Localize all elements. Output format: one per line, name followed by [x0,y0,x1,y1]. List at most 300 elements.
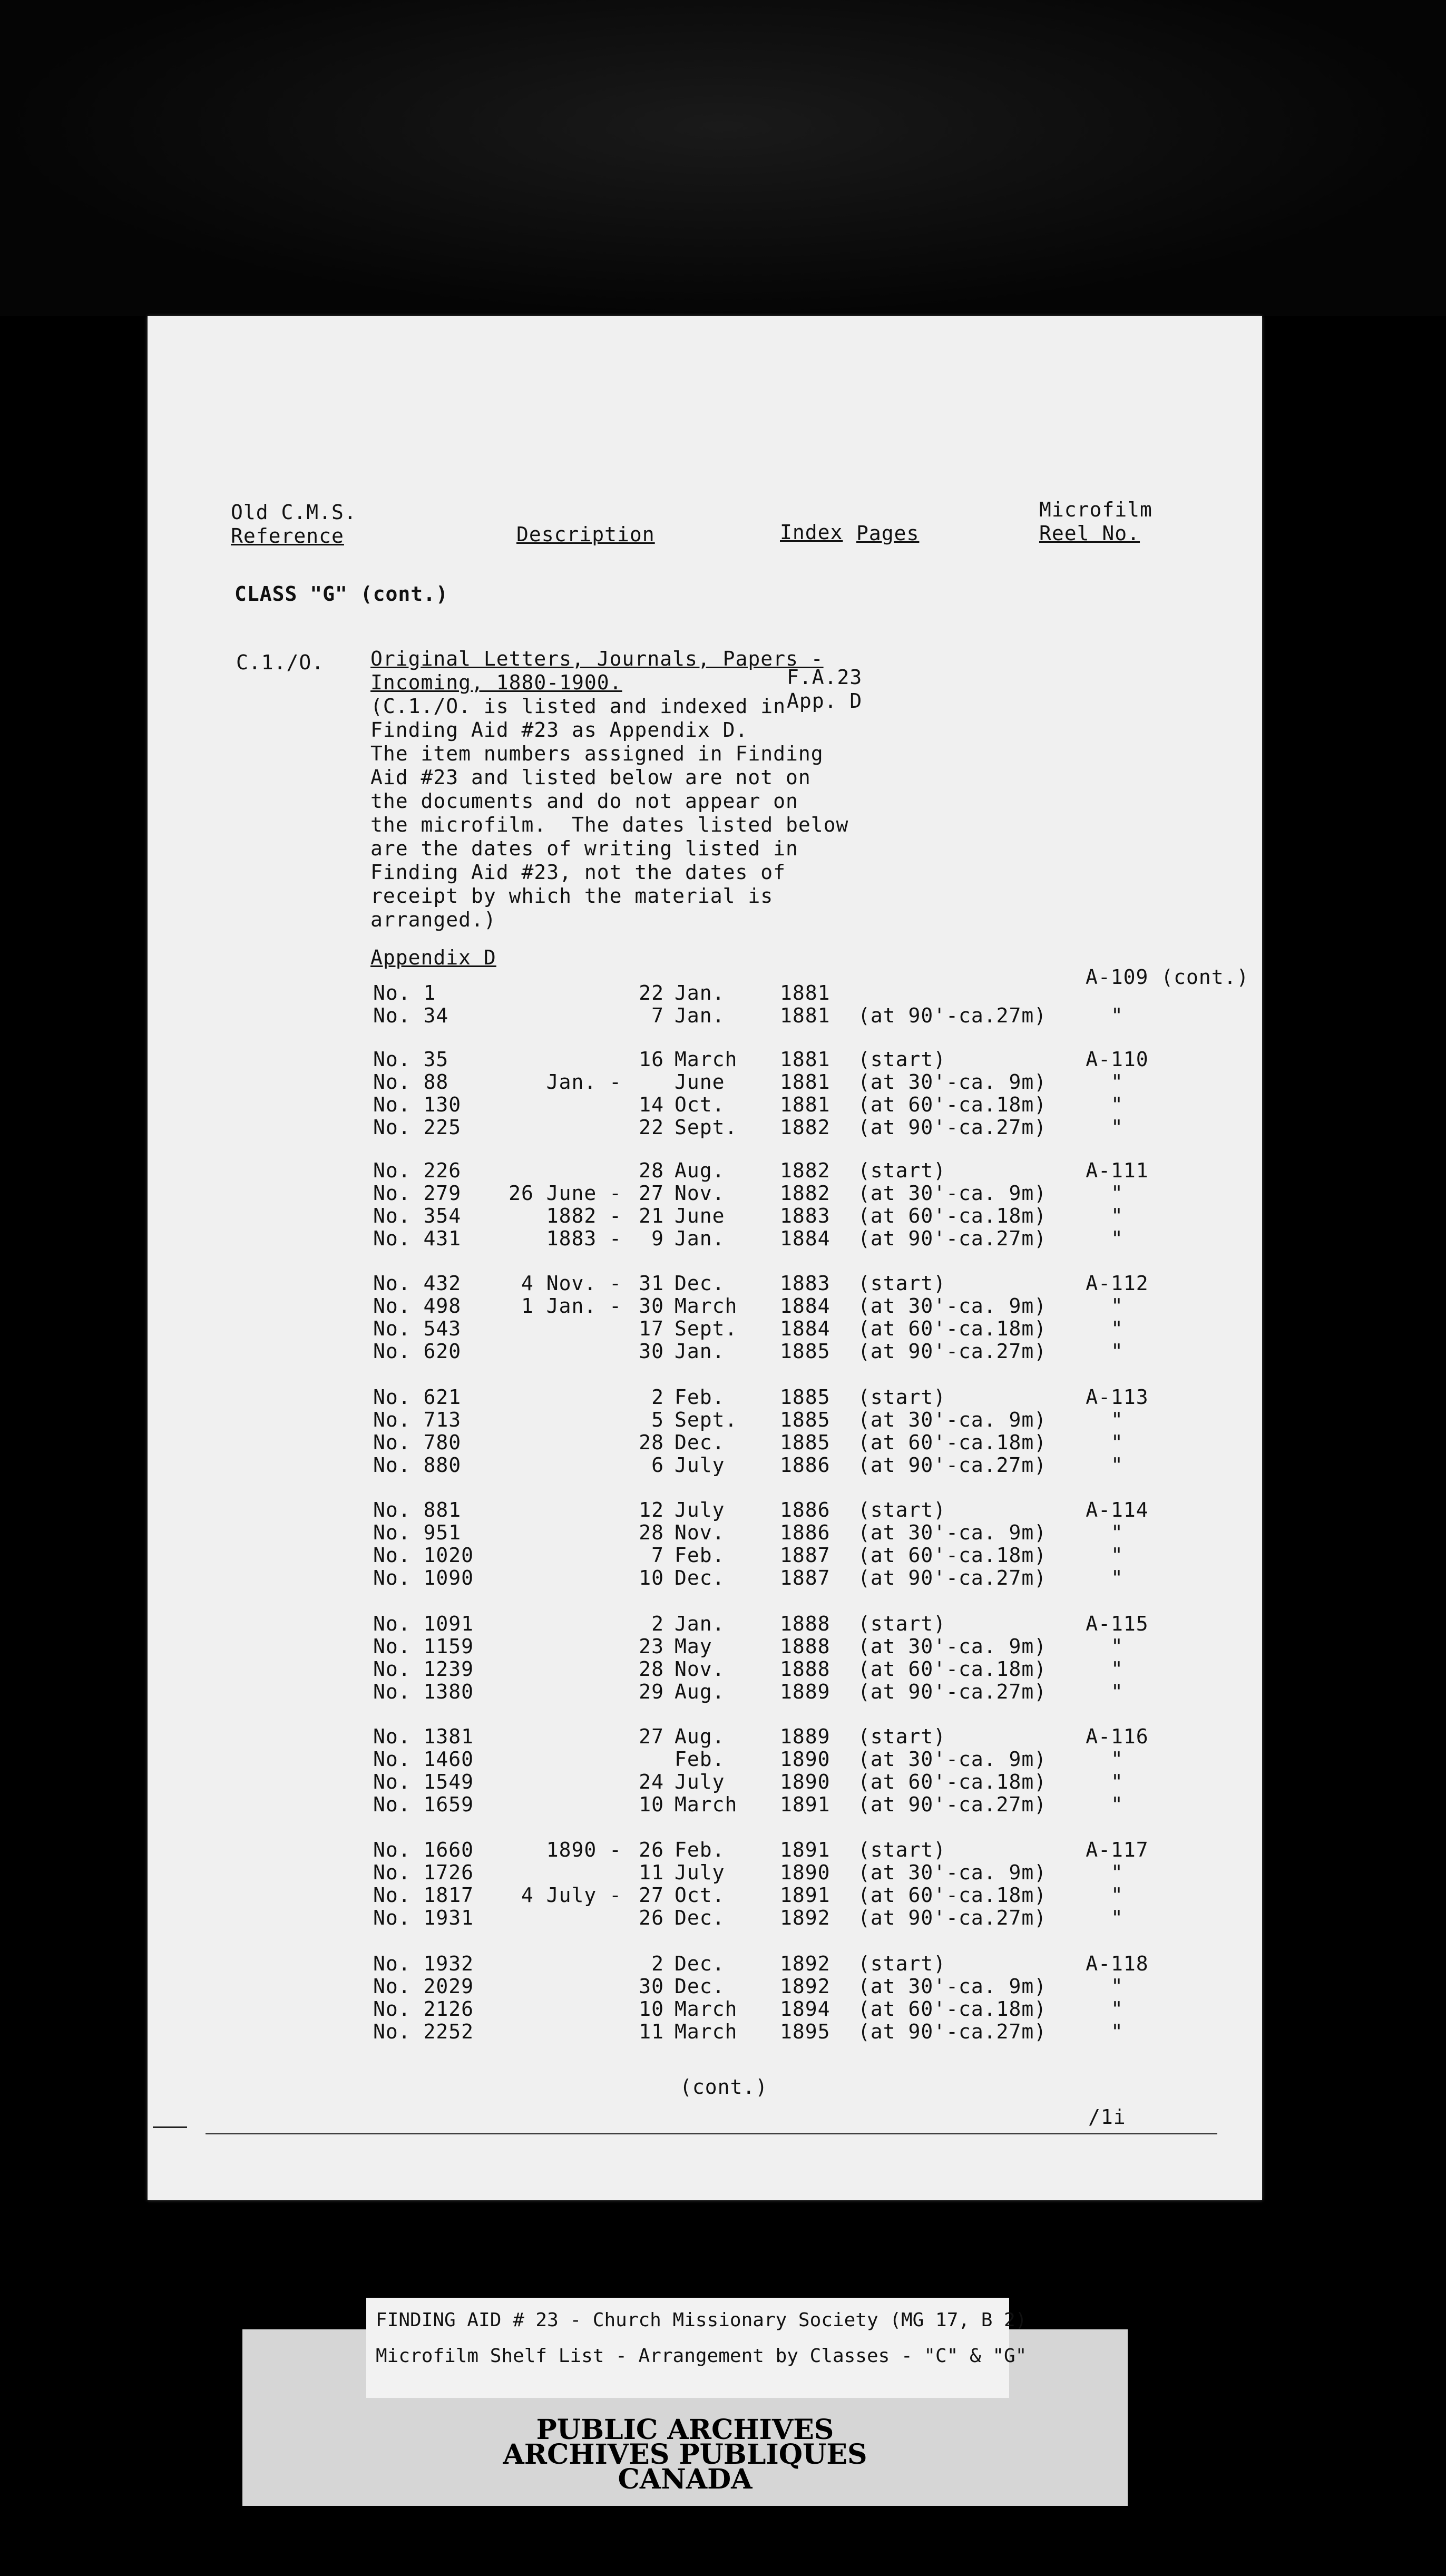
year: 1882 [780,1116,831,1139]
date-range-start: 1883 - [546,1227,622,1250]
table-row [148,1906,1262,1929]
reel-number: " [1111,1635,1123,1658]
year: 1886 [780,1521,831,1544]
item-number: No. 354 [373,1204,462,1227]
year: 1883 [780,1204,831,1227]
reel-number: " [1111,1340,1123,1363]
table-row [148,1272,1262,1295]
date-range-start: 4 Nov. - [521,1272,622,1295]
reel-number: " [1111,1657,1123,1681]
film-position: (at 60'-ca.18m) [858,1431,1047,1454]
continued-note: (cont.) [680,2075,768,2099]
date-range-start: Jan. - [546,1070,622,1094]
table-row [148,1004,1262,1027]
month: June [675,1204,725,1227]
page-number: /1i [1088,2105,1126,2129]
film-position: (at 30'-ca. 9m) [858,1070,1047,1094]
table-row [148,1093,1262,1116]
date-range-start: 1882 - [546,1204,622,1227]
label-line1: FINDING AID # 23 - Church Missionary Society (MG 17, B 2) [376,2309,1027,2331]
bottom-rule-left [153,2126,187,2128]
day: 2 [651,1612,664,1635]
year: 1885 [780,1340,831,1363]
month: Sept. [675,1116,738,1139]
year: 1881 [780,981,831,1004]
item-number: No. 1932 [373,1952,474,1975]
day: 7 [651,1004,664,1027]
reel-number: A-114 [1086,1498,1149,1521]
month: Feb. [675,1385,725,1409]
appendix-heading: Appendix D [370,946,496,969]
reel-number: " [1111,1544,1123,1567]
item-number: No. 1020 [373,1544,474,1567]
reel-number: " [1111,1884,1123,1907]
film-position: (at 60'-ca.18m) [858,1204,1047,1227]
year: 1883 [780,1272,831,1295]
table-row [148,1498,1262,1521]
month: July [675,1861,725,1884]
item-number: No. 88 [373,1070,449,1094]
month: Jan. [675,1340,725,1363]
item-number: No. 130 [373,1093,462,1116]
month: Jan. [675,981,725,1004]
day: 27 [639,1182,664,1205]
reel-number: A-110 [1086,1048,1149,1071]
month: Nov. [675,1182,725,1205]
film-position: (at 30'-ca. 9m) [858,1294,1047,1318]
table-row [148,1070,1262,1094]
film-position: (at 60'-ca.18m) [858,1997,1047,2021]
month: March [675,1997,738,2021]
day: 7 [651,1544,664,1567]
date-range-start: 1 Jan. - [521,1294,622,1318]
item-number: No. 225 [373,1116,462,1139]
day: 28 [639,1657,664,1681]
day: 27 [639,1884,664,1907]
table-row [148,1159,1262,1182]
reel-number: " [1111,1431,1123,1454]
table-row [148,1725,1262,1748]
item-number: No. 2252 [373,2020,474,2043]
reel-number: " [1111,1093,1123,1116]
film-position: (at 60'-ca.18m) [858,1770,1047,1793]
reel-number: " [1111,2020,1123,2043]
reel-number: " [1111,1204,1123,1227]
table-row [148,965,1262,1004]
month: Dec. [675,1431,725,1454]
month: Aug. [675,1680,725,1703]
section-reference: C.1./O. [236,651,325,674]
day: 30 [639,1294,664,1318]
day: 30 [639,1340,664,1363]
note-line: are the dates of writing listed in [370,837,798,860]
year: 1895 [780,2020,831,2043]
month: March [675,1048,738,1071]
year: 1889 [780,1680,831,1703]
film-position: (at 90'-ca.27m) [858,1340,1047,1363]
item-number: No. 2126 [373,1997,474,2021]
item-number: No. 498 [373,1294,462,1318]
table-row [148,1975,1262,1998]
item-number: No. 1381 [373,1725,474,1748]
table-row [148,1431,1262,1454]
label-line2: Microfilm Shelf List - Arrangement by Classes - "C" & "G" [376,2345,1027,2367]
year: 1890 [780,1770,831,1793]
item-number: No. 1817 [373,1884,474,1907]
month: July [675,1498,725,1521]
item-number: No. 713 [373,1408,462,1431]
year: 1888 [780,1612,831,1635]
table-row [148,1544,1262,1567]
year: 1887 [780,1566,831,1589]
table-row [148,1612,1262,1635]
reel-number: " [1111,1453,1123,1477]
note-line: Finding Aid #23, not the dates of [370,861,786,884]
table-row [148,1385,1262,1409]
table-row [148,1770,1262,1793]
year: 1881 [780,1048,831,1071]
table-row [148,1408,1262,1431]
year: 1886 [780,1453,831,1477]
header-reference-line2: Reference [231,524,344,548]
reel-number: " [1111,1182,1123,1205]
year: 1886 [780,1498,831,1521]
day: 22 [639,981,664,1004]
item-number: No. 226 [373,1159,462,1182]
reel-number: " [1111,1521,1123,1544]
table-row [148,1748,1262,1771]
month: Feb. [675,1838,725,1861]
note-line: the microfilm. The dates listed below [370,813,849,836]
month: Jan. [675,1004,725,1027]
film-position: (at 90'-ca.27m) [858,2020,1047,2043]
year: 1881 [780,1070,831,1094]
day: 5 [651,1408,664,1431]
film-position: (at 30'-ca. 9m) [858,1861,1047,1884]
table-row [148,1793,1262,1816]
reel-number: " [1111,1116,1123,1139]
item-number: No. 1549 [373,1770,474,1793]
table-row [148,1884,1262,1907]
table-row [148,1952,1262,1975]
day: 6 [651,1453,664,1477]
day: 12 [639,1498,664,1521]
table-row [148,1680,1262,1703]
note-line: arranged.) [370,908,496,931]
header-pages: Pages [856,522,920,545]
film-position: (at 60'-ca.18m) [858,1884,1047,1907]
reel-number: A-111 [1086,1159,1149,1182]
month: Dec. [675,1952,725,1975]
item-number: No. 2029 [373,1975,474,1998]
film-position: (at 60'-ca.18m) [858,1317,1047,1340]
month: Oct. [675,1884,725,1907]
year: 1882 [780,1182,831,1205]
table-row [148,1227,1262,1250]
item-number: No. 432 [373,1272,462,1295]
header-index: Index [780,521,843,544]
day: 26 [639,1906,664,1929]
table-row [148,1997,1262,2021]
month: Dec. [675,1566,725,1589]
film-position: (start) [858,1838,946,1861]
stamp-line2: ARCHIVES PUBLIQUES [503,2438,867,2471]
header-reference-line1: Old C.M.S. [231,501,357,524]
year: 1891 [780,1838,831,1861]
date-range-start: 26 June - [509,1182,622,1205]
stamp-line3: CANADA [618,2463,753,2495]
date-range-start: 1890 - [546,1838,622,1861]
section-index-line2: App. D [787,689,863,713]
item-number: No. 1726 [373,1861,474,1884]
year: 1887 [780,1544,831,1567]
film-position: (at 30'-ca. 9m) [858,1521,1047,1544]
reel-number: " [1111,1004,1123,1027]
item-number: No. 35 [373,1048,449,1071]
year: 1884 [780,1294,831,1318]
item-number: No. 543 [373,1317,462,1340]
film-position: (start) [858,1159,946,1182]
month: Sept. [675,1317,738,1340]
film-position: (start) [858,1272,946,1295]
item-number: No. 1931 [373,1906,474,1929]
table-row [148,1116,1262,1139]
item-number: No. 951 [373,1521,462,1544]
day: 11 [639,2020,664,2043]
day: 30 [639,1975,664,1998]
item-number: No. 1380 [373,1680,474,1703]
reel-number: " [1111,1748,1123,1771]
item-number: No. 34 [373,1004,449,1027]
month: Oct. [675,1093,725,1116]
month: March [675,2020,738,2043]
section-title-line2: Incoming, 1880-1900. [370,671,622,694]
month: Nov. [675,1521,725,1544]
month: May [675,1635,712,1658]
film-position: (at 60'-ca.18m) [858,1657,1047,1681]
item-number: No. 1660 [373,1838,474,1861]
film-position: (at 30'-ca. 9m) [858,1182,1047,1205]
reel-number: A-112 [1086,1272,1149,1295]
day: 9 [651,1227,664,1250]
item-number: No. 1659 [373,1793,474,1816]
year: 1884 [780,1317,831,1340]
note-line: Finding Aid #23 as Appendix D. [370,718,748,741]
month: Aug. [675,1159,725,1182]
day: 27 [639,1725,664,1748]
day: 10 [639,1566,664,1589]
table-row [148,1204,1262,1227]
month: Dec. [675,1272,725,1295]
table-row [148,1635,1262,1658]
note-line: receipt by which the material is [370,884,774,908]
reel-number: " [1111,1906,1123,1929]
bottom-rule [206,2133,1217,2134]
section-index-line1: F.A.23 [787,666,863,689]
item-number: No. 1460 [373,1748,474,1771]
month: March [675,1793,738,1816]
film-position: (start) [858,1952,946,1975]
note-line: Aid #23 and listed below are not on [370,766,811,789]
day: 10 [639,1997,664,2021]
year: 1890 [780,1748,831,1771]
reel-number: A-118 [1086,1952,1149,1975]
table-row [148,1453,1262,1477]
document-page [148,316,1262,2200]
day: 17 [639,1317,664,1340]
reel-number: " [1111,1861,1123,1884]
film-position: (at 90'-ca.27m) [858,1227,1047,1250]
film-position: (at 90'-ca.27m) [858,1116,1047,1139]
day: 29 [639,1680,664,1703]
month: Dec. [675,1906,725,1929]
table-row [148,1566,1262,1589]
day: 28 [639,1159,664,1182]
year: 1882 [780,1159,831,1182]
item-number: No. 621 [373,1385,462,1409]
film-position: (at 30'-ca. 9m) [858,1408,1047,1431]
table-row [148,1294,1262,1318]
month: Jan. [675,1612,725,1635]
film-position: (at 90'-ca.27m) [858,1453,1047,1477]
table-row [148,1048,1262,1071]
film-position: (at 60'-ca.18m) [858,1544,1047,1567]
year: 1885 [780,1385,831,1409]
reel-number: A-109 (cont.) [1086,965,1249,989]
item-number: No. 431 [373,1227,462,1250]
item-number: No. 780 [373,1431,462,1454]
year: 1888 [780,1635,831,1658]
section-title-line1: Original Letters, Journals, Papers - [370,647,824,670]
film-position: (start) [858,1498,946,1521]
table-row [148,1861,1262,1884]
reel-number: A-115 [1086,1612,1149,1635]
header-description: Description [516,523,655,546]
year: 1891 [780,1884,831,1907]
item-number: No. 880 [373,1453,462,1477]
film-position: (at 30'-ca. 9m) [858,1635,1047,1658]
day: 21 [639,1204,664,1227]
table-row [148,2020,1262,2043]
film-position: (start) [858,1612,946,1635]
year: 1894 [780,1997,831,2021]
table-row [148,1657,1262,1681]
note-line: The item numbers assigned in Finding [370,742,824,765]
table-row [148,1340,1262,1363]
reel-number: " [1111,1317,1123,1340]
year: 1884 [780,1227,831,1250]
day: 24 [639,1770,664,1793]
day: 28 [639,1521,664,1544]
month: June [675,1070,725,1094]
item-number: No. 1 [373,981,436,1004]
scan-background [0,0,1446,316]
month: Aug. [675,1725,725,1748]
reel-number: A-116 [1086,1725,1149,1748]
date-range-start: 4 July - [521,1884,622,1907]
year: 1892 [780,1952,831,1975]
item-number: No. 1091 [373,1612,474,1635]
film-position: (at 60'-ca.18m) [858,1093,1047,1116]
film-position: (at 90'-ca.27m) [858,1004,1047,1027]
year: 1889 [780,1725,831,1748]
month: Dec. [675,1975,725,1998]
film-position: (at 90'-ca.27m) [858,1793,1047,1816]
day: 26 [639,1838,664,1861]
month: Feb. [675,1544,725,1567]
reel-number: " [1111,1070,1123,1094]
stamp-line1: PUBLIC ARCHIVES [536,2414,834,2446]
finding-aid-label [366,2298,1027,2398]
film-position: (at 90'-ca.27m) [858,1906,1047,1929]
month: July [675,1770,725,1793]
item-number: No. 279 [373,1182,462,1205]
table-row [148,1838,1262,1861]
reel-number: " [1111,1997,1123,2021]
month: March [675,1294,738,1318]
film-position: (start) [858,1385,946,1409]
month: Jan. [675,1227,725,1250]
month: Sept. [675,1408,738,1431]
reel-number: " [1111,1680,1123,1703]
class-heading: CLASS "G" (cont.) [235,582,448,606]
year: 1890 [780,1861,831,1884]
header-reel-line2: Reel No. [1039,522,1140,545]
day: 23 [639,1635,664,1658]
year: 1881 [780,1093,831,1116]
year: 1892 [780,1906,831,1929]
film-position: (start) [858,1048,946,1071]
month: July [675,1453,725,1477]
month: Nov. [675,1657,725,1681]
day: 22 [639,1116,664,1139]
year: 1892 [780,1975,831,1998]
header-reel-line1: Microfilm [1039,498,1152,521]
day: 2 [651,1952,664,1975]
item-number: No. 620 [373,1340,462,1363]
film-position: (at 90'-ca.27m) [858,1566,1047,1589]
year: 1885 [780,1431,831,1454]
item-number: No. 881 [373,1498,462,1521]
day: 31 [639,1272,664,1295]
month: Feb. [675,1748,725,1771]
item-number: No. 1159 [373,1635,474,1658]
table-row [148,1317,1262,1340]
film-position: (start) [858,1725,946,1748]
film-position: (at 90'-ca.27m) [858,1680,1047,1703]
table-row [148,1521,1262,1544]
reel-number: " [1111,1566,1123,1589]
day: 16 [639,1048,664,1071]
reel-number: A-113 [1086,1385,1149,1409]
day: 2 [651,1385,664,1409]
year: 1891 [780,1793,831,1816]
reel-number: A-117 [1086,1838,1149,1861]
note-line: the documents and do not appear on [370,789,798,813]
item-number: No. 1239 [373,1657,474,1681]
year: 1881 [780,1004,831,1027]
day: 11 [639,1861,664,1884]
reel-number: " [1111,1770,1123,1793]
film-position: (at 30'-ca. 9m) [858,1748,1047,1771]
day: 14 [639,1093,664,1116]
day: 10 [639,1793,664,1816]
note-line: (C.1./O. is listed and indexed in [370,695,786,718]
reel-number: " [1111,1408,1123,1431]
reel-number: " [1111,1975,1123,1998]
reel-number: " [1111,1294,1123,1318]
year: 1885 [780,1408,831,1431]
